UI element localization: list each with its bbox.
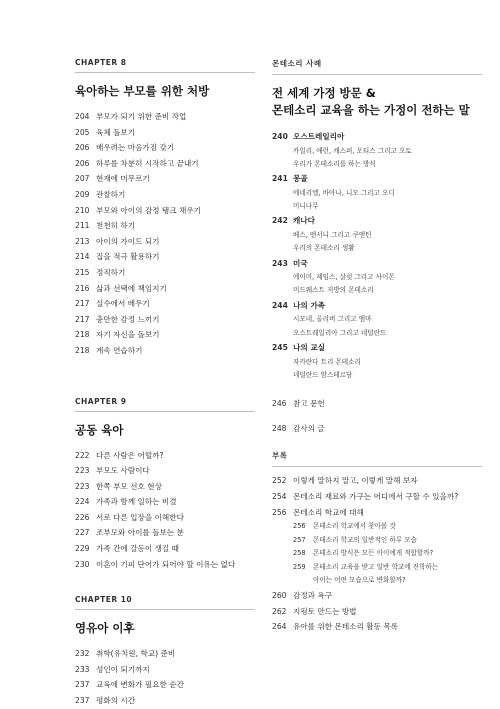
case-subtitle: 미니나무 <box>293 202 319 211</box>
toc-entry[interactable] <box>75 448 255 464</box>
toc-subentry[interactable] <box>272 520 482 534</box>
toc-entry[interactable] <box>75 140 255 156</box>
page-number: 223 <box>75 466 90 476</box>
entry-title: 오스트레일리아 <box>293 132 345 141</box>
toc-entry-acknowledgements[interactable] <box>272 421 482 437</box>
toc-subentry[interactable] <box>272 547 482 561</box>
page-number: 237 <box>75 680 90 690</box>
toc-entry[interactable] <box>272 505 482 521</box>
case-subtitle: 미드웨스트 지방의 몬테소리 <box>293 286 374 295</box>
school-sub-list <box>272 520 482 588</box>
entry-title: 배우려는 마음가짐 갖기 <box>96 143 175 153</box>
page-number: 205 <box>75 127 90 137</box>
case-list <box>272 129 482 382</box>
case-subtitle: 우리가 몬테소리를 하는 방식 <box>293 159 376 168</box>
case-subtitle: 에네리엘, 바아나, 니모 그리고 오디 <box>293 188 395 197</box>
case-subtitle: 우리의 몬테소리 생활 <box>293 244 355 253</box>
case-subtitle: 카일리, 애런, 캐스퍼, 오티스 그리고 오토 <box>293 146 412 155</box>
entry-title: 충만한 감정 느끼기 <box>96 314 160 324</box>
toc-entry[interactable] <box>75 677 255 693</box>
page-number: 257 <box>293 535 306 544</box>
toc-entry[interactable] <box>75 662 255 678</box>
entry-title: 한쪽 부모 선호 현상 <box>96 481 162 491</box>
page-number: 223 <box>75 481 90 491</box>
toc-entry[interactable] <box>75 525 255 541</box>
toc-entry[interactable] <box>75 234 255 250</box>
page-number: 207 <box>75 174 90 184</box>
toc-entry[interactable] <box>272 619 482 635</box>
entry-title: 캐나다 <box>293 216 316 226</box>
entry-title: 몬테소리 재료와 가구는 어디에서 구할 수 있을까? <box>293 491 459 501</box>
toc-entry[interactable] <box>272 489 482 505</box>
entry-title: 육체 돌보기 <box>96 127 136 137</box>
toc-entry[interactable] <box>75 296 255 312</box>
entry-title: 부모와 아이의 감정 탱크 채우기 <box>96 205 202 215</box>
page-number: 217 <box>75 299 90 309</box>
section-title-line2: 몬테소리 교육을 하는 가정이 전하는 말 <box>272 103 470 117</box>
entry-title: 평화의 시간 <box>96 696 136 706</box>
toc-entry[interactable] <box>75 156 255 172</box>
entry-title: 현재에 머무르기 <box>96 174 150 184</box>
page-number: 229 <box>75 544 90 554</box>
page-number: 227 <box>75 528 90 538</box>
page-number: 259 <box>293 562 306 571</box>
page-number: 252 <box>272 476 287 486</box>
left-column <box>75 58 255 709</box>
entry-title: 서로 다른 입장을 이해한다 <box>96 512 184 522</box>
toc-entry[interactable] <box>272 213 482 229</box>
entry-title: 미국 <box>293 258 308 268</box>
chapter-title: 공동 육아 <box>75 422 124 437</box>
entry-title: 이혼이 기피 단어가 되어야 할 이유는 없다 <box>96 559 236 569</box>
entry-title: 취학(유치원, 학교) 준비 <box>96 649 176 659</box>
case-subtitle: 네덜란드 암스테르담 <box>293 370 353 379</box>
page-number: 218 <box>75 345 90 355</box>
case-subtitle: 시모네, 올리버 그리고 엠마 <box>293 315 372 324</box>
entry-title: 실수에서 배우기 <box>96 299 150 309</box>
page-number: 216 <box>75 283 90 293</box>
page-number: 209 <box>75 189 90 199</box>
entry-title: 교육에 변화가 필요한 순간 <box>96 680 184 690</box>
page-number: 206 <box>75 143 90 153</box>
page-number: 240 <box>272 132 288 141</box>
entry-title: 몬테소리 학교에 대해 <box>293 507 364 517</box>
chapter-8 <box>75 58 255 359</box>
page-number: 256 <box>293 522 306 531</box>
section-title-line1: 전 세계 가정 방문 & <box>272 86 376 100</box>
toc-entry[interactable] <box>75 343 255 359</box>
page-number: 214 <box>75 252 90 262</box>
toc-entry[interactable] <box>75 541 255 557</box>
toc-entry[interactable] <box>75 187 255 203</box>
entry-title: 부모도 사람이다 <box>96 466 150 476</box>
entry-title: 다른 사람은 어떨까? <box>96 450 164 460</box>
toc-entry[interactable] <box>75 171 255 187</box>
page-number: 237 <box>75 696 90 706</box>
chapter-10 <box>75 595 255 708</box>
toc-entry[interactable] <box>272 340 482 356</box>
toc-entry[interactable] <box>75 494 255 510</box>
toc-entry[interactable] <box>272 256 482 272</box>
entry-title: 아이의 가이드 되기 <box>96 236 160 246</box>
entry-title: 가족과 함께 일하는 비결 <box>96 497 177 507</box>
toc-entry[interactable] <box>75 281 255 297</box>
page-number: 262 <box>272 606 287 616</box>
toc-entry[interactable] <box>75 203 255 219</box>
page-number: 215 <box>75 267 90 277</box>
entry-title: 참고 문헌 <box>293 399 325 409</box>
page-number: 226 <box>75 512 90 522</box>
toc-entry[interactable] <box>75 479 255 495</box>
page-number: 217 <box>75 314 90 324</box>
page-number: 243 <box>272 258 288 268</box>
entry-title: 계속 연습하기 <box>96 345 143 355</box>
page-number: 230 <box>75 559 90 569</box>
entry-title: 정직하기 <box>96 267 126 277</box>
appendix-label: 부록 <box>272 450 482 467</box>
section-title <box>272 85 482 119</box>
entry-title: 하루를 차분히 시작하고 끝내기 <box>96 158 199 168</box>
entry-title: 가족 간에 갈등이 생길 때 <box>96 544 180 554</box>
toc-entry[interactable] <box>75 693 255 709</box>
toc-entry[interactable] <box>75 312 255 328</box>
chapter-label: CHAPTER 10 <box>75 595 255 610</box>
case-subtitle: 에이미, 제임스, 살럿 그리고 사이몬 <box>293 273 395 282</box>
page-number: 204 <box>75 112 90 121</box>
page-number: 256 <box>272 507 287 517</box>
entry-title: 이렇게 말하지 말고, 이렇게 말해 보자 <box>293 476 418 486</box>
toc-entry[interactable] <box>272 129 482 145</box>
toc-entry[interactable] <box>75 125 255 141</box>
toc-entry[interactable] <box>75 557 255 573</box>
entry-list <box>75 109 255 359</box>
page-number: 210 <box>75 205 90 215</box>
toc-entry[interactable] <box>75 646 255 662</box>
entry-title: 감정과 욕구 <box>293 591 333 601</box>
entry-list <box>75 448 255 573</box>
toc-entry[interactable] <box>272 298 482 314</box>
toc-entry[interactable] <box>272 171 482 187</box>
toc-entry[interactable] <box>75 109 255 125</box>
toc-entry[interactable] <box>75 249 255 265</box>
entry-title: 감사의 글 <box>293 423 325 433</box>
toc-subentry[interactable] <box>272 534 482 548</box>
right-column <box>272 58 482 635</box>
entry-title: 몽골 <box>293 174 308 184</box>
chapter-title: 영유아 이후 <box>75 621 135 636</box>
entry-title: 집을 적극 활용하기 <box>96 252 160 262</box>
page-number: 224 <box>75 497 90 507</box>
chapter-label: CHAPTER 8 <box>75 58 255 73</box>
toc-entry[interactable] <box>75 327 255 343</box>
entry-title: 몬테소리 학교의 일반적인 하루 모습 <box>313 535 417 544</box>
page-number: 233 <box>75 664 90 674</box>
entry-title: 조부모와 아이를 돌보는 분 <box>96 528 184 538</box>
page-number: 260 <box>272 591 287 601</box>
toc-entry[interactable] <box>75 265 255 281</box>
chapter-9 <box>75 397 255 573</box>
toc-entry[interactable] <box>272 588 482 604</box>
entry-title: 유아를 위한 몬테소리 활동 목록 <box>293 622 399 632</box>
entry-title: 나의 교실 <box>293 342 325 352</box>
entry-title: 부모가 되기 위한 준비 작업 <box>96 112 187 121</box>
entry-title: 관찰하기 <box>96 189 126 199</box>
entry-title: 몬테소리 방식은 모든 아이에게 적합할까? <box>313 549 434 558</box>
entry-title: 천천히 하기 <box>96 221 136 231</box>
entry-title: 자기 자신을 돌보기 <box>96 330 160 340</box>
page-number: 258 <box>293 549 306 558</box>
page-number: 222 <box>75 450 90 460</box>
appendix-list-end <box>272 588 482 635</box>
toc-entry-references[interactable] <box>272 396 482 412</box>
page-number: 264 <box>272 622 287 632</box>
chapter-title: 육아하는 부모를 위한 처방 <box>75 84 210 98</box>
page-number: 254 <box>272 491 287 501</box>
appendix-list <box>272 473 482 520</box>
toc-entry[interactable] <box>272 473 482 489</box>
toc-entry[interactable] <box>75 218 255 234</box>
page-number: 246 <box>272 399 287 409</box>
page-number: 206 <box>75 158 90 168</box>
toc-entry[interactable] <box>75 463 255 479</box>
entry-title: 몬테소리 학교에서 찾아볼 것 <box>313 522 396 531</box>
page-number: 242 <box>272 216 288 226</box>
page-number: 245 <box>272 342 288 352</box>
case-subtitle: 오스트레일리아 그리고 네덜란드 <box>293 328 387 337</box>
section-label: 몬테소리 사례 <box>272 58 482 75</box>
page-number: 232 <box>75 649 90 659</box>
entry-list <box>75 646 255 708</box>
page-number: 213 <box>75 236 90 246</box>
entry-title: 삶과 선택에 책임지기 <box>96 283 167 293</box>
case-subtitle: 자카란다 트리 몬테소리 <box>293 357 361 366</box>
page-number: 244 <box>272 300 288 310</box>
page-number: 241 <box>272 174 288 184</box>
page-number: 248 <box>272 423 287 433</box>
page-number: 211 <box>75 221 90 231</box>
toc-subentry[interactable] <box>272 561 482 575</box>
toc-entry[interactable] <box>272 604 482 620</box>
entry-title: 나의 가족 <box>293 300 325 310</box>
chapter-label: CHAPTER 9 <box>75 397 255 412</box>
entry-title: 성인이 되기까지 <box>96 664 150 674</box>
page-number: 218 <box>75 330 90 340</box>
toc-entry[interactable] <box>75 510 255 526</box>
entry-title-continued: 아이는 어떤 모습으로 변화할까? <box>313 576 406 585</box>
entry-title: 몬테소리 교육을 받고 일반 학교에 진학하는 <box>313 562 439 571</box>
entry-title: 지펑토 만드는 방법 <box>293 606 357 616</box>
case-subtitle: 베스, 앤서니 그리고 쿠엔틴 <box>293 230 372 239</box>
